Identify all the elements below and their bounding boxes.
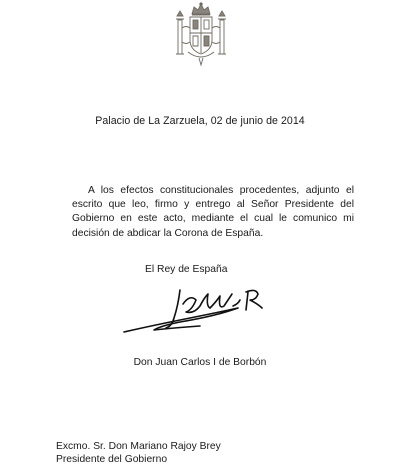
place-date-line: Palacio de La Zarzuela, 02 de junio de 2014 bbox=[95, 115, 305, 127]
recipient-title: Presidente del Gobierno bbox=[56, 453, 168, 465]
closing-line: El Rey de España bbox=[145, 264, 228, 275]
signer-name: Don Juan Carlos I de Borbón bbox=[133, 357, 267, 368]
letter-body bbox=[72, 184, 354, 241]
recipient-block bbox=[56, 441, 221, 466]
handwritten-signature bbox=[120, 282, 280, 344]
letter-body-text: A los efectos constitucionales procedentes, adjunto el escrito que leo, firmo y entrego al Señor Presidente del Gobierno en este acto, mediante el cual le comunico mi decisión de abdicar la Corona de España. bbox=[72, 185, 354, 239]
royal-coat-of-arms-icon bbox=[170, 2, 232, 68]
recipient-name: Excmo. Sr. Don Mariano Rajoy Brey bbox=[56, 441, 221, 452]
